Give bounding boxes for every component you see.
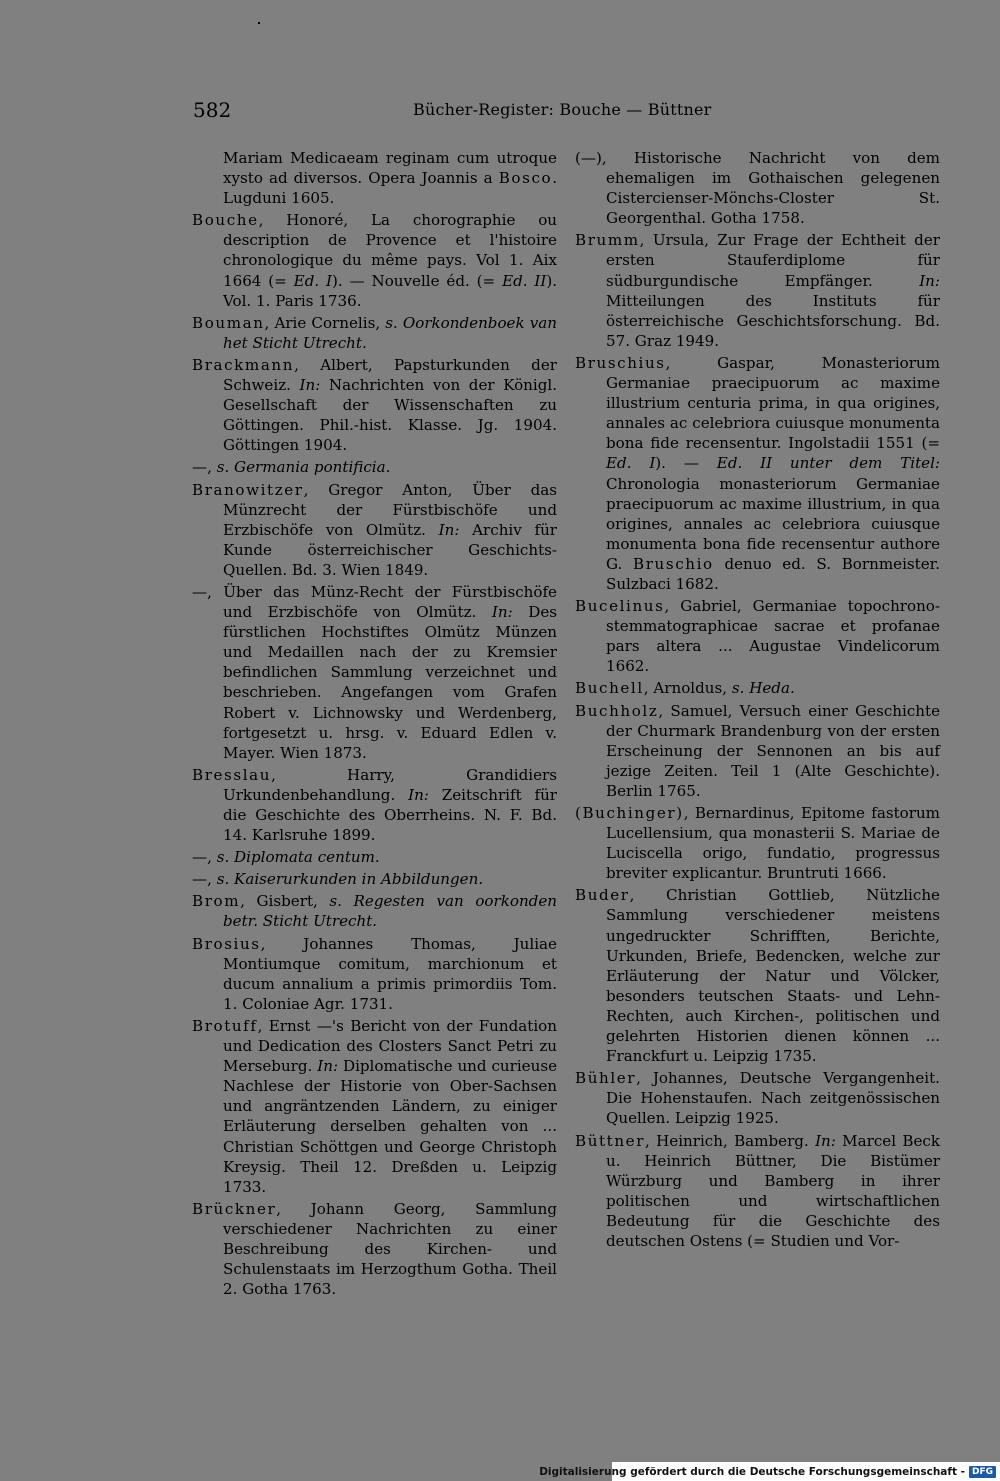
- bibliography-entry: [575, 230, 940, 351]
- entry-text: Des fürstlichen Hochstiftes Olmütz Münzen und Medaillen nach der zu Kremsier befindlichen Sammlung verzeichnet und beschrieben. Angefangen vom Grafen Robert v. Lichnowsky und Werdenberg, fortgesetzt u. hrsg. v. Eduard Edlen v. Mayer. Wien 1873.: [223, 603, 557, 762]
- entry-text: —,: [192, 458, 217, 477]
- entry-italic-text: In:: [438, 520, 460, 539]
- bibliography-entry: [192, 582, 557, 763]
- entry-text: denuo ed. S. Bornmeister. Sulzbaci 1682.: [606, 554, 940, 593]
- entry-italic-text: Ed. II unter dem Titel:: [716, 454, 940, 473]
- bibliography-entry: [575, 803, 940, 883]
- entry-text: , Albert, Papsturkunden der Schweiz.: [223, 355, 557, 395]
- entry-author: Buchell: [575, 679, 644, 698]
- entry-author: Brosius: [192, 934, 261, 953]
- scan-speck: [258, 22, 260, 24]
- page-number: 582: [193, 98, 232, 122]
- entry-text: , Ursula, Zur Frage der Echtheit der ersten Stauferdiplome für südburgundische Empfänger.: [606, 231, 940, 290]
- entry-text: Marcel Beck u. Heinrich Büttner, Die Bistümer Würzburg und Bamberg in ihrer politischen und wirtschaftlichen Bedeutung für die Geschichte des deutschen Ostens (= Studien und Vor-: [606, 1131, 940, 1250]
- bibliography-entry: [192, 210, 557, 310]
- bibliography-entry: [192, 1199, 557, 1299]
- entry-author: Brückner: [192, 1199, 277, 1218]
- bibliography-entry: [575, 353, 940, 594]
- entry-italic-text: s. Kaiserurkunden in Abbildungen.: [216, 870, 484, 889]
- entry-author: Buder: [575, 886, 630, 905]
- entry-text: , Gaspar, Monasteriorum Germaniae praecipuorum ac maxime illustrium centuria prima, in qua origines, annales ac celebriora cuiusque monumenta bona fide recensentur. Ingolstadii 1551 (=: [606, 353, 940, 453]
- entry-text: Mitteilungen des Instituts für österreichische Geschichtsforschung. Bd. 57. Graz 1949.: [606, 291, 940, 350]
- entry-author: Brackmann: [192, 355, 295, 374]
- entry-text: Archiv für Kunde österreichischer Geschichts-Quellen. Bd. 3. Wien 1849.: [223, 520, 558, 579]
- bibliography-entry: [575, 678, 940, 698]
- entry-text: , Arnoldus,: [643, 679, 732, 698]
- bibliography-entry: [192, 765, 557, 845]
- entry-italic-text: In:: [317, 1057, 339, 1076]
- entry-text: ). Vol. 1. Paris 1736.: [223, 271, 558, 310]
- entry-text: , Christian Gottlieb, Nützliche Sammlung verschiedener meistens ungedruckter Schrifften, Berichte, Urkunden, Briefe, Bedencken, welche zur Erläuterung der Natur und Völcker, besonders teutschen Staats- und Lehn-Rechten, auch Kirchen-, politischen und gelehrten Historien dienen können ... Franckfurt u. Leipzig 1735.: [606, 886, 940, 1066]
- bibliography-entry: [192, 934, 557, 1014]
- entry-text: , Bernardinus, Epitome fastorum Lucellensium, qua monasterii S. Mariae de Luciscella origo, fundatio, progressus breviter explicantur. Bruntruti 1666.: [606, 804, 940, 883]
- entry-italic-text: s. Germania pontificia.: [216, 458, 391, 477]
- entry-text: , Gregor Anton, Über das Münzrecht der Fürstbischöfe und Erzbischöfe von Olmütz.: [223, 480, 557, 539]
- entry-text: —,: [192, 870, 217, 889]
- entry-text: . Lugduni 1605.: [223, 169, 557, 208]
- entry-text: —,: [192, 848, 217, 867]
- entry-italic-text: s. Diplomata centum.: [216, 848, 380, 867]
- right-column: [575, 148, 940, 1253]
- bibliography-entry: [192, 1016, 557, 1197]
- bibliography-entry: [192, 148, 557, 208]
- entry-italic-text: In:: [919, 271, 940, 290]
- entry-author: Büttner: [575, 1131, 646, 1150]
- entry-text: , Arie Cornelis,: [264, 313, 386, 332]
- entry-italic-text: In:: [491, 603, 513, 622]
- dfg-logo: DFG: [969, 1466, 996, 1478]
- bibliography-entry: [192, 891, 557, 931]
- entry-author: Bühler: [575, 1069, 637, 1088]
- entry-text: Nachrichten von der Königl. Gesellschaft der Wissenschaften zu Göttingen. Phil.-hist. Klasse. Jg. 1904. Göttingen 1904.: [223, 376, 557, 455]
- entry-text: (—), Historische Nachricht von dem ehemaligen im Gothaischen gelegenen Cistercienser-Mönchs-Closter St. Georgenthal. Gotha 1758.: [575, 149, 940, 228]
- entry-italic-text: Ed. I: [606, 454, 656, 473]
- entry-text: , Johannes Thomas, Juliae Montiumque comitum, marchionum et ducum annalium a primis primordiis Tom. 1. Coloniae Agr. 1731.: [223, 934, 557, 1013]
- entry-italic-text: s. Oorkondenboek van het Sticht Utrecht.: [223, 313, 557, 352]
- entry-author: Bruschius: [575, 353, 666, 372]
- running-title: Bücher-Register: Bouche — Büttner: [413, 100, 712, 119]
- entry-text: , Johann Georg, Sammlung verschiedener Nachrichten zu einer Beschreibung des Kirchen- und Schulenstaats im Herzogthum Gotha. Theil 2. Gotha 1763.: [223, 1199, 557, 1299]
- entry-text: Zeitschrift für die Geschichte des Oberrheins. N. F. Bd. 14. Karlsruhe 1899.: [223, 785, 557, 845]
- bibliography-entry: [575, 1131, 940, 1252]
- entry-italic-text: In:: [299, 376, 321, 395]
- entry-italic-text: s. Heda.: [731, 679, 795, 698]
- entry-text: Diplomatische und curieuse Nachlese der Historie von Ober-Sachsen und angräntzenden Ländern, zu einiger Erläuterung derselben gehalten von ... Christian Schöttgen und George Christoph Kreysig. Theil 12. Dreßden u. Leipzig 1733.: [223, 1057, 558, 1196]
- bibliography-entry: [575, 885, 940, 1066]
- entry-italic-text: Ed. II: [502, 271, 547, 290]
- entry-italic-text: Ed. I: [293, 271, 332, 290]
- entry-text: , Gabriel, Germaniae topochrono-stemmatographicae sacrae et profanae pars altera ... Augustae Vindelicorum 1662.: [606, 597, 940, 676]
- bibliography-entry: [575, 596, 940, 676]
- entry-author: Brotuff: [192, 1016, 258, 1035]
- entry-text: , Heinrich, Bamberg.: [645, 1131, 816, 1150]
- entry-text: , Samuel, Versuch einer Geschichte der Churmark Brandenburg von der ersten Erscheinung der Sennonen an bis auf jezige Zeiten. Teil 1 (Alte Geschichte). Berlin 1765.: [606, 701, 940, 800]
- entry-text: , Gisbert,: [240, 892, 330, 911]
- bibliography-entry: [575, 701, 940, 801]
- entry-author: Bresslau: [192, 765, 272, 784]
- entry-author: Bucelinus: [575, 597, 665, 616]
- entry-text: , Honoré, La chorographie ou description de Provence et l'histoire chronologique du même pays. Vol 1. Aix 1664 (=: [223, 211, 557, 290]
- entry-author: Branowitzer: [192, 480, 304, 499]
- entry-author: Brumm: [575, 231, 640, 250]
- entry-italic-text: In:: [408, 785, 429, 804]
- entry-italic-text: s. Regesten van oorkonden betr. Sticht Utrecht.: [223, 892, 557, 931]
- entry-author: (Buchinger): [575, 804, 684, 822]
- entry-text: —, Über das Münz-Recht der Fürstbischöfe und Erzbischöfe von Olmütz.: [192, 582, 557, 622]
- bibliography-entry: [575, 148, 940, 228]
- bibliography-entry: [192, 847, 557, 867]
- entry-author: Bosco: [498, 169, 553, 188]
- page-header: [193, 98, 938, 122]
- bibliography-entry: [192, 313, 557, 353]
- bibliography-entry: [192, 480, 557, 580]
- entry-author: Bouman: [192, 313, 265, 332]
- entry-author: Buchholz: [575, 701, 659, 720]
- entry-text: , Johannes, Deutsche Vergangenheit. Die Hohenstaufen. Nach zeitgenössischen Quellen. Leipzig 1925.: [606, 1069, 940, 1128]
- entry-text: Chronologia monasteriorum Germaniae praecipuorum ac maxime illustrium, in qua origines, annales ac celebriora cuiusque monumenta bona fide recensentur authore G.: [606, 474, 940, 573]
- entry-italic-text: In:: [815, 1131, 836, 1150]
- entry-text: ). —: [655, 454, 717, 473]
- entry-author: Brom: [192, 892, 241, 911]
- entry-text: , Ernst —'s Bericht von der Fundation und Dedication des Closters Sanct Petri zu Merseburg.: [223, 1016, 557, 1076]
- entry-text: Mariam Medicaeam reginam cum utroque xysto ad diversos. Opera Joannis a: [223, 149, 557, 188]
- bibliography-entry: [192, 869, 557, 889]
- footer-banner: [539, 1462, 1000, 1481]
- bibliography-entry: [575, 1068, 940, 1128]
- left-column: [192, 148, 557, 1301]
- footer-text: Digitalisierung gefördert durch die Deutsche Forschungsgemeinschaft -: [539, 1465, 965, 1478]
- entry-author: Bruschio: [633, 554, 714, 573]
- entry-text: ). — Nouvelle éd. (=: [331, 271, 503, 290]
- entry-text: , Harry, Grandidiers Urkundenbehandlung.: [223, 765, 557, 804]
- bibliography-entry: [192, 355, 557, 455]
- bibliography-entry: [192, 457, 557, 477]
- entry-author: Bouche: [192, 211, 259, 230]
